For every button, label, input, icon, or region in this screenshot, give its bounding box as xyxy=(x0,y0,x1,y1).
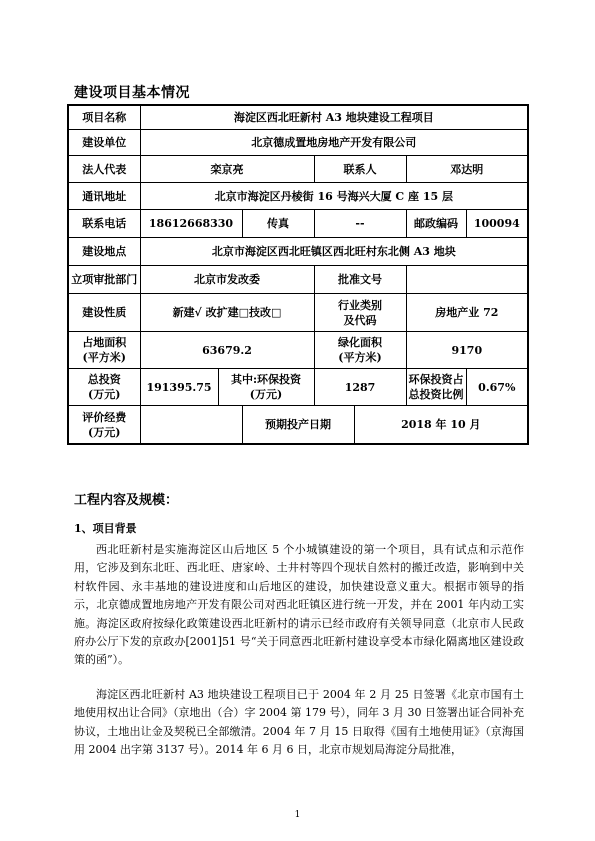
project-info-table xyxy=(67,104,529,445)
location-label: 建设地点 xyxy=(68,238,140,266)
nature-value: 新建√ 改扩建□技改□ xyxy=(140,294,314,332)
green-value: 9170 xyxy=(406,332,528,369)
legal-rep-label: 法人代表 xyxy=(68,156,140,183)
table-row xyxy=(68,238,528,266)
project-name-value: 海淀区西北旺新村 A3 地块建设工程项目 xyxy=(140,105,528,130)
postcode-label: 邮政编码 xyxy=(406,210,466,238)
sub-heading: 1、项目背景 xyxy=(74,522,137,535)
approval-no-label: 批准文号 xyxy=(314,266,406,294)
invest-label: 总投资 (万元) xyxy=(68,369,140,406)
address-label: 通讯地址 xyxy=(68,183,140,210)
address-value: 北京市海淀区丹棱街 16 号海兴大厦 C 座 15 层 xyxy=(140,183,528,210)
location-value: 北京市海淀区西北旺镇区西北旺村东北侧 A3 地块 xyxy=(140,238,528,266)
green-label: 绿化面积 (平方米) xyxy=(314,332,406,369)
table-row xyxy=(68,332,528,369)
paragraph-land-use: 海淀区西北旺新村 A3 地块建设工程项目已于 2004 年 2 月 25 日签署《北京市国有土地使用权出让合同》（京地出（合）字 2004 第 179 号），同年 3 月 30 日签署出证合同补充协议，土地出让金及契税已全部缴清。2004 年 7 月 15 日取得《国有土地使用证》（京海国用 2004 出字第 3137 号）。2014 年 6 月 6 日，北京市规划局海淀分局批准， xyxy=(74,688,524,757)
phone-label: 联系电话 xyxy=(68,210,140,238)
builder-label: 建设单位 xyxy=(68,130,140,156)
table-row xyxy=(68,183,528,210)
table-row xyxy=(68,406,528,445)
start-date-label: 预期投产日期 xyxy=(242,406,354,445)
env-ratio-value: 0.67% xyxy=(466,369,528,406)
postcode-value: 100094 xyxy=(466,210,528,238)
approval-no-value xyxy=(406,266,528,294)
paragraph-background: 西北旺新村是实施海淀区山后地区 5 个小城镇建设的第一个项目，具有试点和示范作用，它涉及到东北旺、西北旺、唐家岭、土井村等四个现状自然村的搬迁改造，影响到中关村软件园、永丰基地的建设进度和山后地区的建设，加快建设意义重大。根据市领导的指示，北京德成置地房地产开发有限公司对西北旺镇区进行统一开发，并在 2001 年内动工实施。海淀区政府按绿化政策建设西北旺新村的请示已经市政府有关领导同意（北京市人民政府办公厅下发的京政办[2001]51 号“关于同意西北旺新村建设享受本市绿化隔离地区建设政策的函”）。 xyxy=(74,543,524,667)
table-row xyxy=(68,369,528,406)
contact-value: 邓达明 xyxy=(406,156,528,183)
fax-label: 传真 xyxy=(242,210,314,238)
start-date-value: 2018 年 10 月 xyxy=(354,406,528,445)
contact-label: 联系人 xyxy=(314,156,406,183)
eval-fee-label: 评价经费 (万元) xyxy=(68,406,140,445)
section-heading: 工程内容及规模： xyxy=(74,493,179,508)
env-ratio-label: 环保投资占 总投资比例 xyxy=(406,369,466,406)
eval-fee-value xyxy=(140,406,242,445)
approval-dept-value: 北京市发改委 xyxy=(140,266,314,294)
table-row xyxy=(68,210,528,238)
fax-value: -- xyxy=(314,210,406,238)
env-invest-value: 1287 xyxy=(314,369,406,406)
table-row xyxy=(68,105,528,130)
approval-dept-label: 立项审批部门 xyxy=(68,266,140,294)
industry-label: 行业类别 及代码 xyxy=(314,294,406,332)
page-number: 1 xyxy=(294,810,301,820)
page-title: 建设项目基本情况 xyxy=(74,85,190,101)
table-row xyxy=(68,294,528,332)
project-name-label: 项目名称 xyxy=(68,105,140,130)
table-row xyxy=(68,266,528,294)
table-row xyxy=(68,156,528,183)
env-invest-label: 其中:环保投资 (万元) xyxy=(218,369,314,406)
invest-value: 191395.75 xyxy=(140,369,218,406)
area-value: 63679.2 xyxy=(140,332,314,369)
industry-value: 房地产业 72 xyxy=(406,294,528,332)
phone-value: 18612668330 xyxy=(140,210,242,238)
builder-value: 北京德成置地房地产开发有限公司 xyxy=(140,130,528,156)
nature-label: 建设性质 xyxy=(68,294,140,332)
legal-rep-value: 栾京亮 xyxy=(140,156,314,183)
table-row xyxy=(68,130,528,156)
area-label: 占地面积 (平方米) xyxy=(68,332,140,369)
